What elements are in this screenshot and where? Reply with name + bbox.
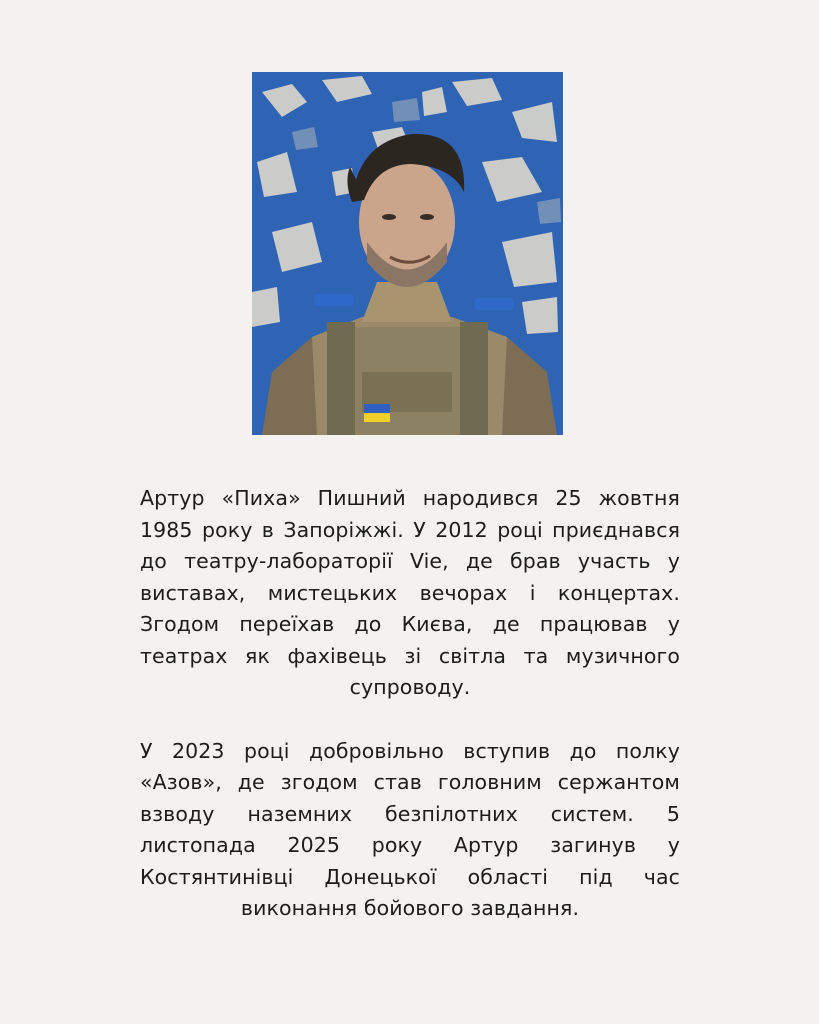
biography-text	[140, 483, 680, 925]
biography-paragraph-2: У 2023 році добровільно вступив до полку «Азов», де згодом став головним сержантом взводу наземних безпілотних систем. 5 листопада 2025 року Артур загинув у Костянтинівці Донецької області під час виконання бойового завдання.	[140, 738, 680, 920]
portrait-photo	[252, 72, 563, 435]
biography-paragraph-1: Артур «Пиха» Пишний народився 25 жовтня 1985 року в Запоріжжі. У 2012 році приєднався до театру-лабораторії Vie, де брав участь у виставах, мистецьких вечорах і концертах. Згодом переїхав до Києва, де працював у театрах як фахівець зі світла та музичного супроводу.	[140, 486, 680, 699]
portrait-illustration	[252, 72, 563, 435]
